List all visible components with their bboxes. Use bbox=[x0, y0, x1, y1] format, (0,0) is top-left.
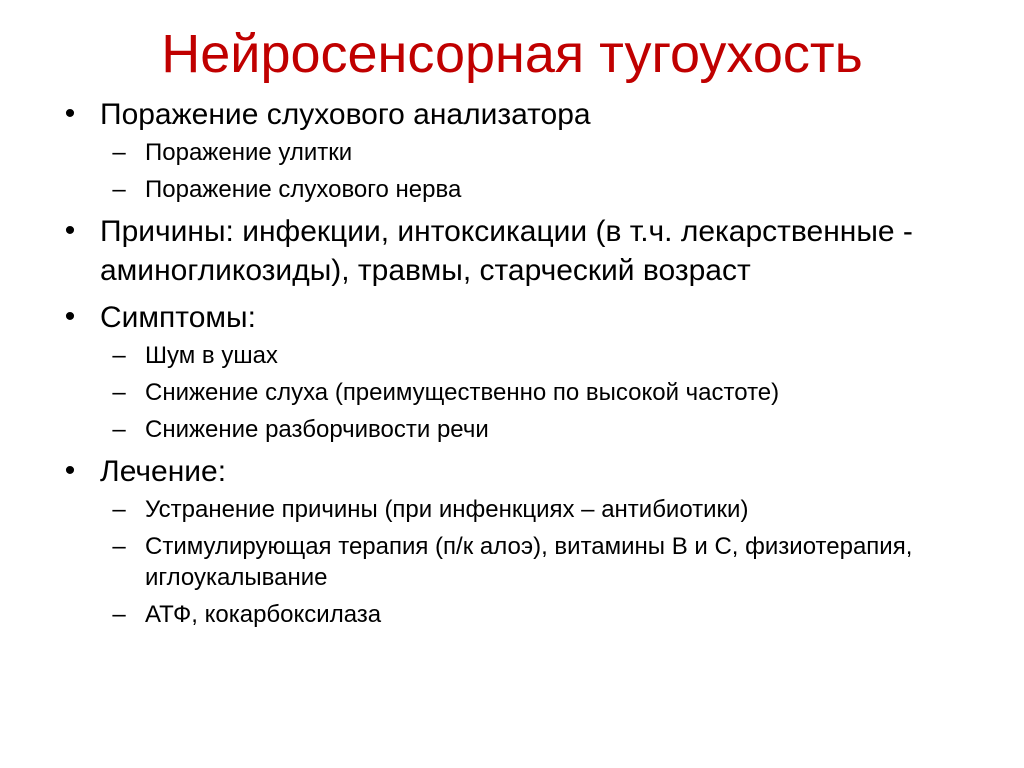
dash-icon: – bbox=[112, 342, 126, 369]
bullet-icon: • bbox=[64, 300, 76, 333]
sub-item bbox=[112, 599, 996, 630]
sub-item bbox=[112, 414, 996, 445]
bullet-icon: • bbox=[64, 454, 76, 487]
sub-item bbox=[112, 174, 996, 205]
sub-list bbox=[112, 137, 996, 205]
dash-icon: – bbox=[112, 176, 126, 203]
sub-item bbox=[112, 494, 996, 525]
bullet-item-treatment bbox=[56, 451, 996, 630]
sub-item-text: Шум в ушах bbox=[145, 342, 278, 369]
sub-list bbox=[112, 340, 996, 445]
dash-icon: – bbox=[112, 416, 126, 443]
slide-title: Нейросенсорная тугоухость bbox=[161, 24, 863, 84]
sub-item bbox=[112, 377, 996, 408]
dash-icon: – bbox=[112, 139, 126, 166]
sub-item bbox=[112, 531, 996, 593]
bullet-item-symptoms bbox=[56, 297, 996, 445]
sub-item bbox=[112, 137, 996, 168]
slide-content bbox=[56, 94, 996, 636]
bullet-list bbox=[56, 94, 996, 630]
dash-icon: – bbox=[112, 379, 126, 406]
bullet-item-lesion bbox=[56, 94, 996, 205]
bullet-icon: • bbox=[64, 97, 76, 130]
sub-list bbox=[112, 494, 996, 630]
sub-item-text: Устранение причины (при инфенкциях – антибиотики) bbox=[145, 496, 749, 523]
bullet-text: Поражение слухового анализатора bbox=[100, 98, 591, 131]
sub-item bbox=[112, 340, 996, 371]
sub-item-text: Поражение улитки bbox=[145, 139, 353, 166]
sub-item-text: Снижение разборчивости речи bbox=[145, 416, 489, 443]
bullet-icon: • bbox=[64, 214, 76, 247]
dash-icon: – bbox=[112, 533, 126, 560]
sub-item-text: Снижение слуха (преимущественно по высокой частоте) bbox=[145, 379, 780, 406]
sub-item-text: Поражение слухового нерва bbox=[145, 176, 462, 203]
sub-item-text: АТФ, кокарбоксилаза bbox=[145, 601, 382, 628]
bullet-item-causes bbox=[56, 211, 996, 291]
bullet-text: Причины: инфекции, интоксикации (в т.ч. лекарственные - аминогликозиды), травмы, старческий возраст bbox=[100, 215, 913, 287]
dash-icon: – bbox=[112, 601, 126, 628]
sub-item-text: Стимулирующая терапия (п/к алоэ), витамины В и С, физиотерапия, иглоукалывание bbox=[145, 533, 913, 591]
dash-icon: – bbox=[112, 496, 126, 523]
bullet-text: Лечение: bbox=[100, 455, 227, 488]
bullet-text: Симптомы: bbox=[100, 301, 256, 334]
